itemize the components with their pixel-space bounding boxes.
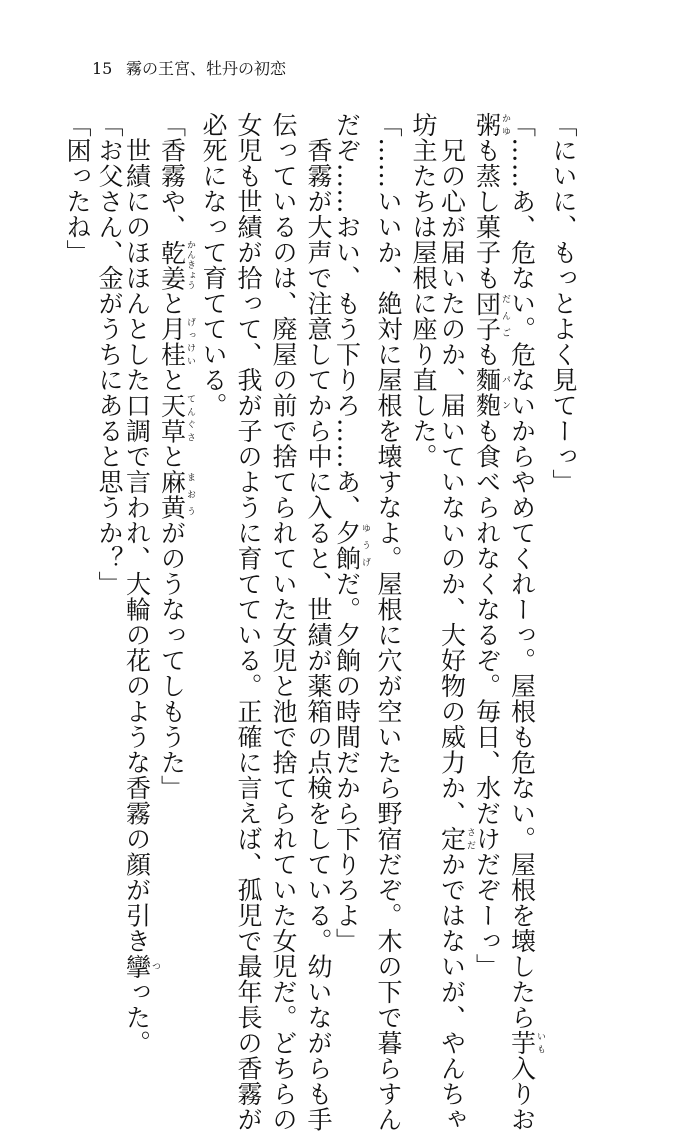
- text-line: [371, 112, 405, 982]
- text-line: [301, 112, 335, 982]
- ruby-base: 天草: [158, 393, 187, 444]
- text-line: [231, 112, 265, 982]
- ruby-reading: げっけい: [185, 316, 195, 367]
- ruby-base: 攣: [123, 954, 152, 980]
- ruby-reading: かゆ: [500, 112, 510, 138]
- text-segment: 「お父さん、金がうちにあると思うか？」: [95, 112, 124, 597]
- text-segment: だ。夕餉の時間だから下りろよ」: [333, 571, 362, 954]
- text-segment: かではないが、やんちゃ: [438, 852, 467, 1132]
- ruby-base: 乾姜: [158, 240, 187, 291]
- ruby-word: [438, 826, 467, 852]
- text-line: [336, 112, 370, 982]
- text-segment: と: [158, 291, 187, 317]
- text-segment: 香霧が大声で注意してから中に入ると、世績が薬箱の点検をしている。幼いながらも手: [304, 112, 333, 1132]
- text-segment: 入りお: [508, 1056, 537, 1132]
- ruby-reading: ゆうげ: [360, 520, 370, 571]
- text-line: [161, 112, 195, 982]
- ruby-reading: つ: [150, 954, 160, 980]
- ruby-base: 芋: [508, 1030, 537, 1056]
- text-line: [196, 112, 230, 982]
- text-segment: 「……あ、危ない。危ないからやめてくれーっ。屋根も危ない。屋根を壊したら: [508, 112, 537, 1030]
- ruby-word: [473, 367, 502, 418]
- text-segment: 「……いいか、絶対に屋根を壊すなよ。屋根に穴が空いたら野宿だぞ。木の下で暮らすん: [374, 112, 403, 1132]
- ruby-reading: パン: [500, 367, 510, 418]
- text-segment: と: [158, 444, 187, 470]
- chapter-title: 霧の王宮、牡丹の初恋: [126, 59, 286, 78]
- text-line: [60, 112, 94, 982]
- ruby-word: [473, 291, 502, 342]
- ruby-word: [158, 240, 187, 291]
- text-segment: 坊主たちは屋根に座り直した。: [409, 112, 438, 469]
- ruby-reading: だんご: [500, 291, 510, 342]
- ruby-word: [508, 1030, 537, 1056]
- ruby-reading: いも: [535, 1030, 545, 1056]
- ruby-word: [333, 520, 362, 571]
- ruby-base: 夕餉: [333, 520, 362, 571]
- ruby-base: 麻黄: [158, 469, 187, 520]
- text-segment: も食べられなくなるぞ。毎日、水だけだぞーっ」: [473, 418, 502, 979]
- text-line: [511, 112, 545, 982]
- text-segment: 「にいに、もっとよく見てーっ」: [549, 112, 578, 495]
- text-line: [441, 112, 475, 982]
- text-segment: も蒸し菓子も: [473, 138, 502, 291]
- ruby-reading: てんぐさ: [185, 393, 195, 444]
- text-segment: った。: [123, 979, 152, 1056]
- ruby-word: [473, 112, 502, 138]
- text-segment: も: [473, 342, 502, 368]
- ruby-base: 麵麭: [473, 367, 502, 418]
- text-line: [92, 112, 126, 982]
- text-segment: だぞ……おい、もう下りろ……あ、: [333, 112, 362, 520]
- text-line: [266, 112, 300, 982]
- ruby-word: [158, 469, 187, 520]
- text-segment: 必死になって育てている。: [199, 112, 228, 418]
- text-line: [476, 112, 510, 982]
- text-line: [546, 112, 580, 982]
- ruby-reading: まおう: [185, 469, 195, 520]
- text-segment: 世績にのほほんとした口調で言われ、大輪の花のような香霧の顔が引き: [123, 112, 152, 954]
- text-segment: 女児も世績が拾って、我が子のように育てている。正確に言えば、孤児で最年長の香霧が: [234, 112, 263, 1132]
- text-line: [126, 112, 160, 982]
- ruby-base: 粥: [473, 112, 502, 138]
- ruby-base: 定: [438, 826, 467, 852]
- ruby-word: [158, 393, 187, 444]
- text-segment: と: [158, 367, 187, 393]
- text-line: [406, 112, 440, 982]
- running-header: [92, 56, 286, 79]
- ruby-word: [123, 954, 152, 980]
- vertical-body-text: [60, 112, 540, 982]
- text-segment: 兄の心が届いたのか、届いていないのか、大好物の威力か、: [438, 112, 467, 826]
- text-segment: 「困ったね」: [63, 112, 92, 265]
- page-number: 15: [92, 59, 126, 78]
- ruby-reading: かんきょう: [185, 240, 195, 291]
- ruby-reading: さだ: [465, 826, 475, 852]
- text-segment: 「香霧や、: [158, 112, 187, 240]
- ruby-base: 団子: [473, 291, 502, 342]
- ruby-word: [158, 316, 187, 367]
- ruby-base: 月桂: [158, 316, 187, 367]
- text-segment: がのうなってしもうた」: [158, 520, 187, 801]
- text-segment: 伝っているのは、廃屋の前で捨てられていた女児と池で捨てられていた女児だ。どちらの: [269, 112, 298, 1132]
